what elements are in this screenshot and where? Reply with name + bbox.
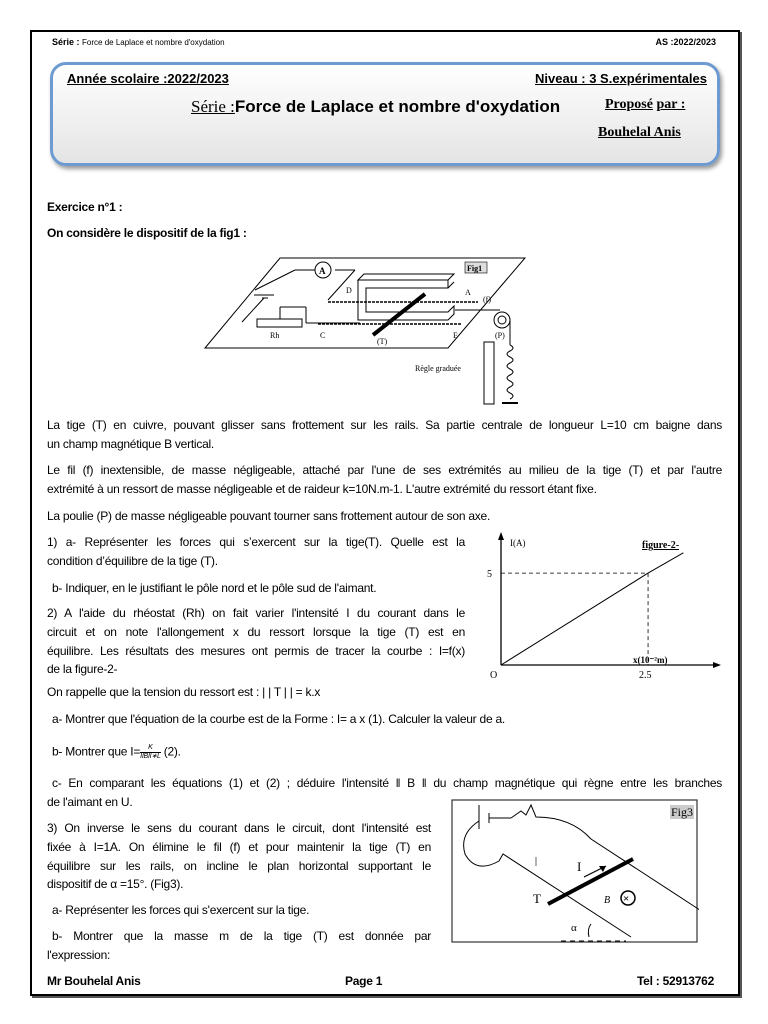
svg-text:C: C [320,331,326,340]
current-label: I [577,859,582,874]
footer-author: Mr Bouhelal Anis [47,974,141,988]
question-3b: b- Montrer que la masse m de la tige (T) est donnée par [52,929,431,943]
question-2b: b- Montrer que I= K IIBII∗L (2). [52,744,181,760]
exercise-title: Exercice n°1 : [47,200,123,214]
svg-text:D: D [346,286,352,295]
question-2c: c- En comparant les équations (1) et (2) ; déduire l'intensité ‖ B ‖ du champ magnétique qui règne entre les branches [52,776,722,790]
x-axis-arrow [713,662,721,668]
fig1-label: Fig1 [467,264,483,273]
paragraph-line: La tige (T) en cuivre, pouvant glisser sans frottement sur les rails. Sa partie centrale de longueur L=10 cm baigne dans [47,418,722,432]
x-tick-label: 2.5 [639,670,652,681]
svg-text:(P): (P) [495,331,505,340]
ammeter-label: A [319,266,326,276]
top-bar-left [52,37,225,47]
field-label: B [604,895,611,906]
school-year: Année scolaire :2022/2023 [67,71,229,86]
alpha-label: α [571,922,577,934]
fig3-label: Fig3 [671,805,694,819]
y-axis-arrow [498,532,504,540]
question-3: fixée à I=1A. On élimine le fil (f) et pour maintenir la tige (T) en [47,840,431,854]
proposed-by: Proposé par : [605,97,686,112]
question-1a: condition d’équilibre de la tige (T). [47,554,218,568]
question-1b: b- Indiquer, en le justifiant le pôle nord et le pôle sud de l'aimant. [52,581,377,595]
paragraph-line: un champ magnétique B vertical. [47,437,215,451]
series-line [501,553,683,665]
page-title [191,97,560,117]
ruler-label: Règle graduée [415,364,461,373]
svg-text:E: E [453,331,458,340]
footer-phone: Tel : 52913762 [636,974,714,988]
top-bar-label: Série : [52,37,80,47]
question-1a: 1) a- Représenter les forces qui s’exercent sur la tige(T). Quelle est la [47,535,465,549]
question-2c: de l'aimant en U. [47,795,133,809]
top-bar-text: Force de Laplace et nombre d'oxydation [82,38,225,47]
svg-text:(f): (f) [483,295,491,304]
question-2a: a- Montrer que l'équation de la courbe est de la Forme : I= a x (1). Calculer la valeur de a. [52,712,505,726]
question-2: circuit et on note l'allongement x du ressort lorsque la tige (T) est en [47,625,465,639]
fraction-numerator: K [140,744,160,753]
top-bar-right: AS :2022/2023 [655,37,716,47]
level: Niveau : 3 S.expérimentales [535,71,707,86]
question-3: 3) On inverse le sens du courant dans le circuit, dont l'intensité est [47,821,431,835]
paragraph-line: La poulie (P) de masse négligeable pouvant tourner sans frottement autour de son axe. [47,509,491,523]
svg-text:×: × [623,893,630,905]
footer-page: Page 1 [345,974,383,988]
figure-3 [451,799,699,944]
question-3b: l'expression: [47,948,111,962]
svg-text:(T): (T) [377,337,388,346]
fraction-denominator: IIBII∗L [140,753,161,760]
paragraph-line: Le fil (f) inextensible, de masse négligeable, attaché par l'une de ses extrémités au milieu de la tige (T) et par l'autre [47,463,722,477]
question-3: dispositif de α =15°. (Fig3). [47,877,184,891]
y-tick-label: 5 [487,569,492,581]
exercise-intro: On considère le dispositif de la fig1 : [47,226,247,240]
figure-2-chart [470,530,730,690]
figure-1 [200,250,540,410]
header-box [50,62,720,166]
question-3: équilibre sur les rails, on incline le plan horizontal supportant le [47,859,431,873]
y-axis-label: I(A) [510,538,526,548]
tige-label: T [533,891,541,906]
author: Bouhelal Anis [598,125,681,140]
svg-text:Rh: Rh [270,331,280,340]
svg-text:A: A [465,288,471,297]
serie-label: Série : [191,97,235,116]
question-2: de la figure-2- [47,662,118,676]
paragraph-line: extrémité à un ressort de masse négligeable et de raideur k=10N.m-1. L'autre extrémité du ressort étant fixe. [47,482,597,496]
question-3a: a- Représenter les forces qui s'exercent sur la tige. [52,903,310,917]
tension-recall: On rappelle que la tension du ressort est : | | T | | = k.x [47,685,321,699]
question-2: 2) A l'aide du rhéostat (Rh) on fait varier l'intensité I du courant dans le [47,606,465,620]
chart-title: figure-2- [642,540,680,551]
serie-title: Force de Laplace et nombre d'oxydation [234,97,561,116]
x-axis-label: x(10⁻²m) [633,655,668,665]
question-2: équilibre. Les résultats des mesures ont permis de tracer la courbe : I=f(x) [47,644,465,658]
origin-label: O [490,670,498,681]
